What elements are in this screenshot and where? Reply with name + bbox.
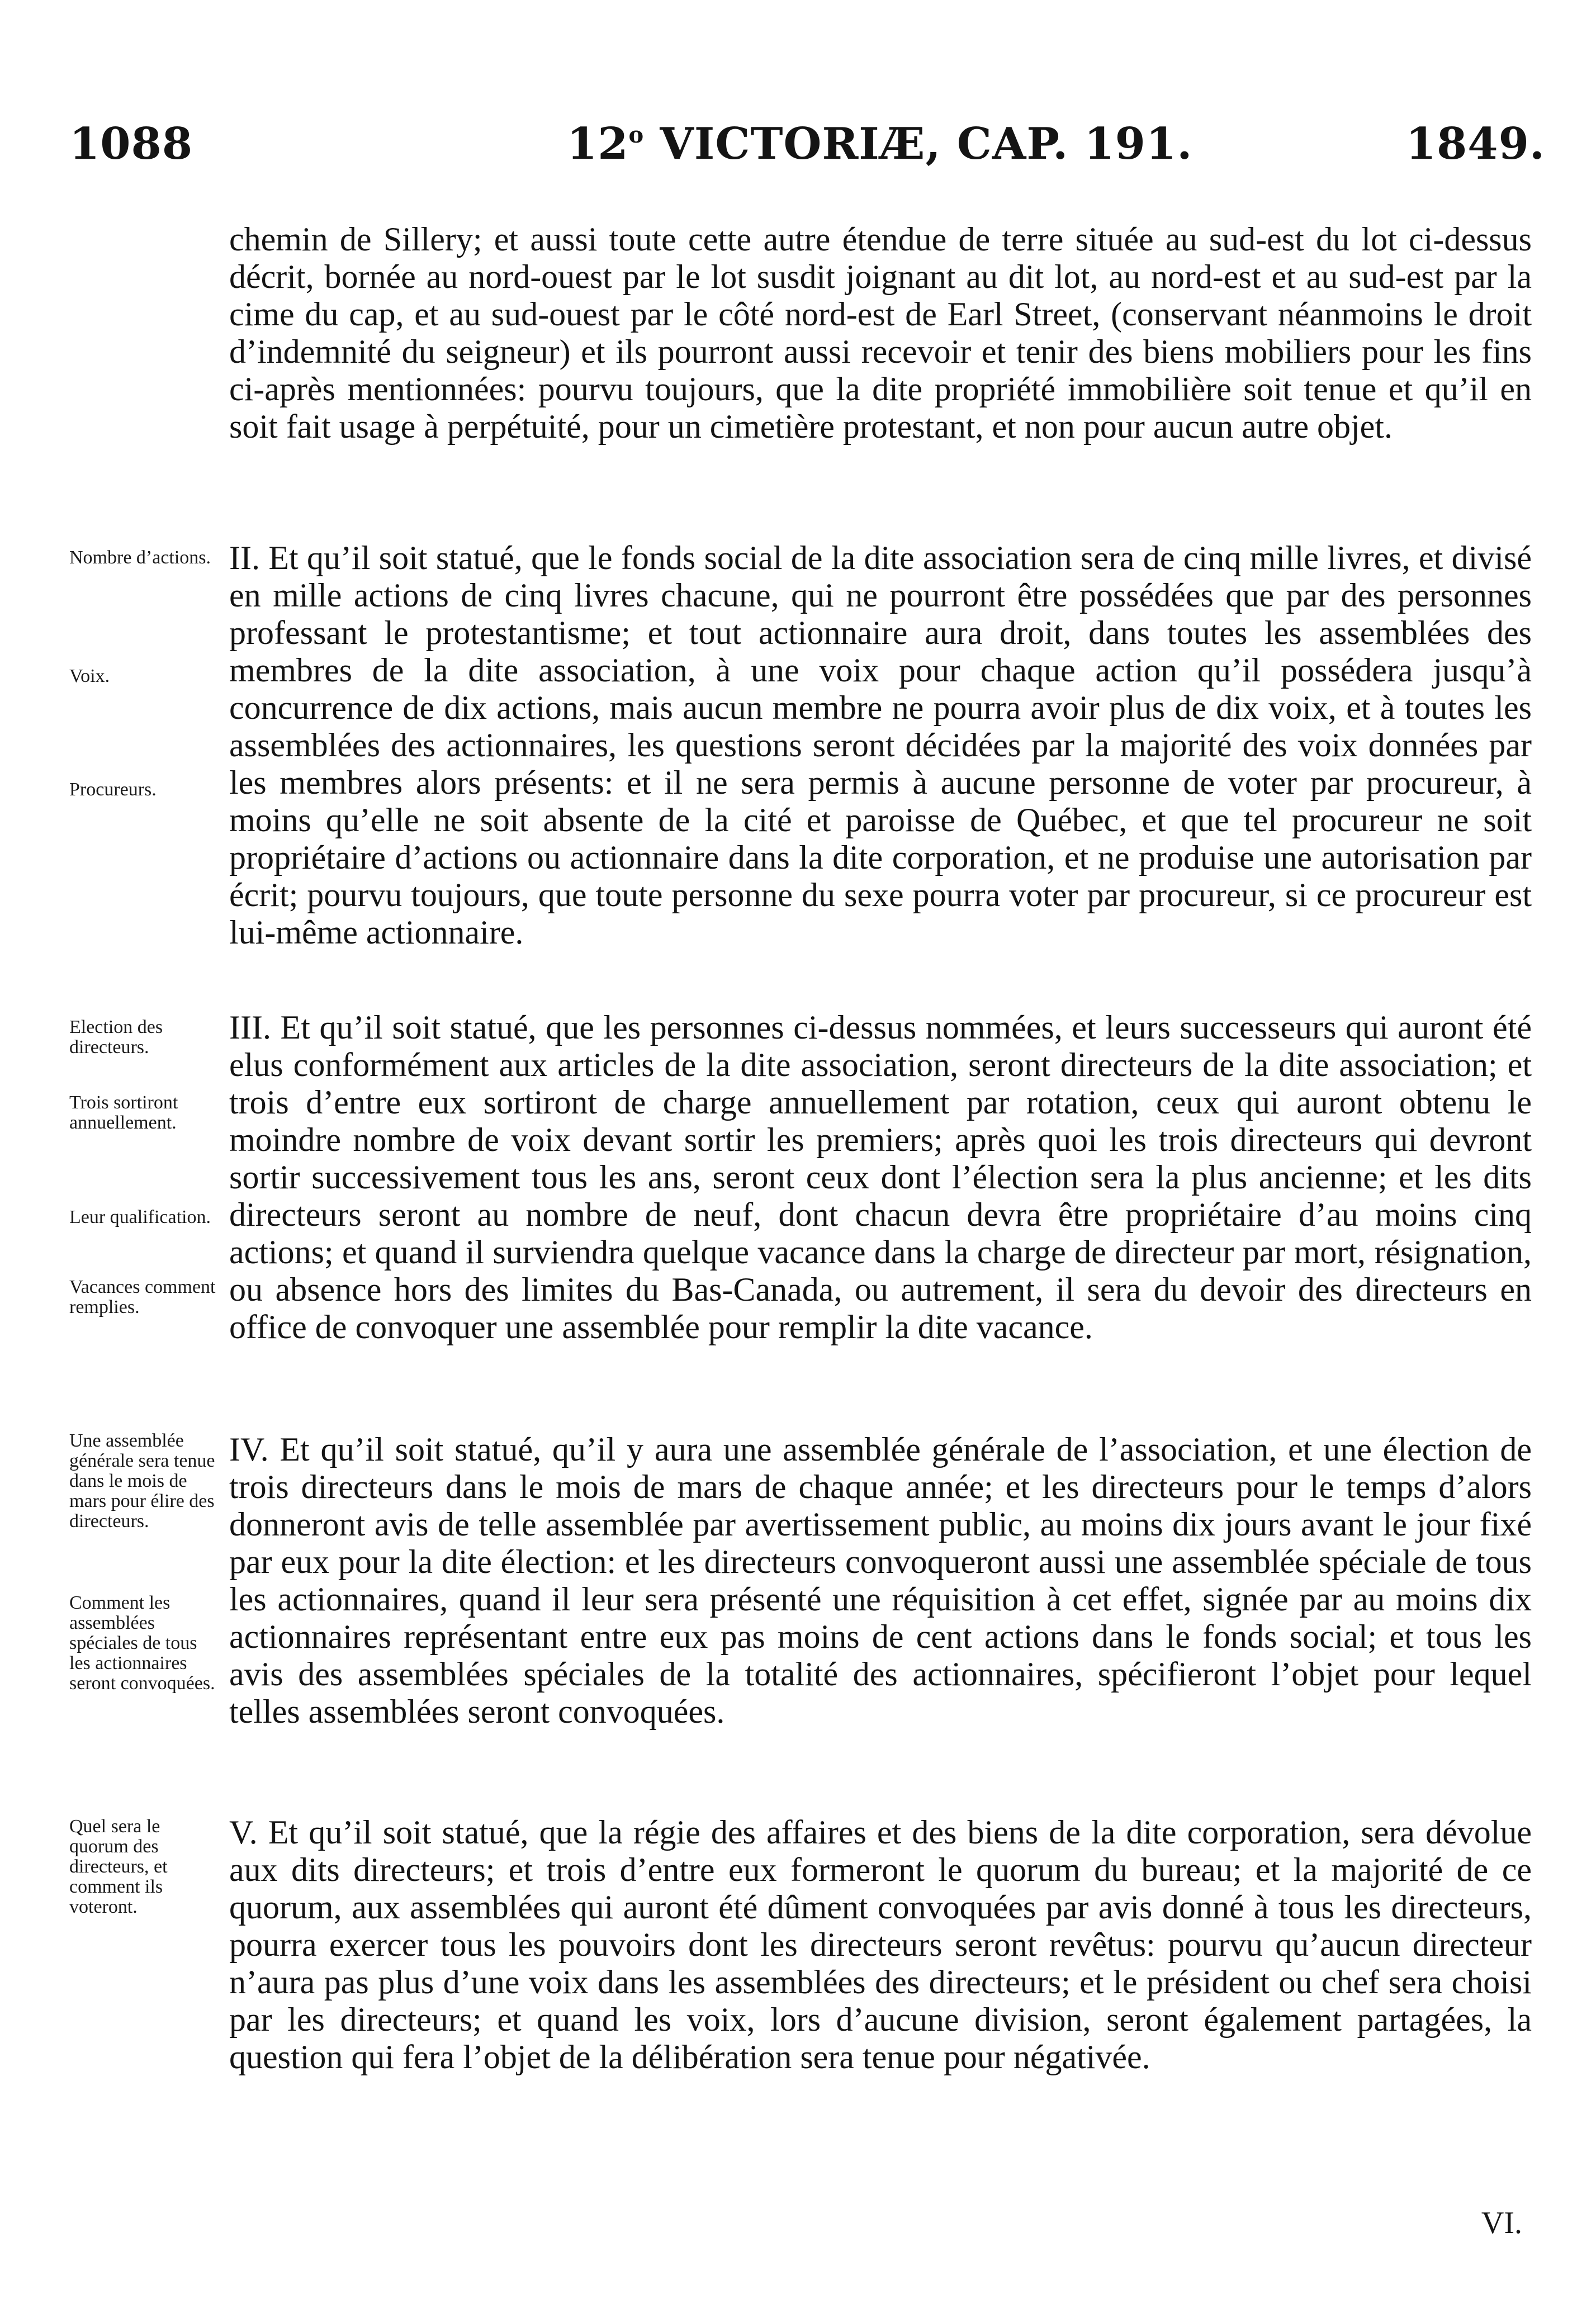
margin-note: Trois sortiront annuellement. [69,1092,178,1133]
running-header [69,118,1545,174]
section-text: Et qu’il soit statué, que le fonds social de la dite association sera de cinq mille livres, et divisé en mille actions de cinq livres chacune, qui ne pourront être possédées que par des personnes professant le protestantisme; et tout actionnaire aura droit, dans toutes les assemblées des membres de la dite association, à une voix pour chaque action qu’il possédera jusqu’à concurrence de dix actions, mais aucun membre ne pourra avoir plus de dix voix, et à toutes les assemblées des actionnaires, les questions seront décidées par la majorité des voix données par les membres alors présents: et il ne sera permis à aucune personne de voter par procureur, à moins qu’elle ne soit absente de la cité et paroisse de Québec, et que tel procureur ne soit propriétaire d’actions ou actionnaire dans la dite corporation, et ne produise une autorisation par écrit; pourvu toujours, que toute personne du sexe pourra voter par procureur, si ce procureur est lui-même actionnaire. [229,539,1532,951]
section-ii [229,539,1532,951]
section-ii-paragraph [229,539,1532,951]
margin-note: Leur qualification. [69,1207,211,1227]
section-v [229,1814,1532,2076]
section-number: II. [229,539,260,576]
margin-note: Une assemblée générale sera tenue dans le mois de mars pour élire des directeurs. [69,1430,215,1532]
section-iv-paragraph [229,1431,1532,1731]
margin-note: Procureurs. [69,779,157,800]
catchword: VI. [1481,2206,1522,2240]
margin-note: Voix. [69,666,110,686]
section-text: Et qu’il soit statué, que la régie des affaires et des biens de la dite corporation, sera dévolue aux dits directeurs; et trois d’entre eux formeront le quorum du bureau; et la majorité de ce quorum, aux assemblées qui auront été dûment convoquées par avis donné à tous les directeurs, pourra exercer tous les pouvoirs dont les directeurs seront revêtus: pourvu qu’aucun directeur n’aura pas plus d’une voix dans les assemblées des directeurs; et le président ou chef sera choisi par les directeurs; et quand les voix, lors d’aucune division, seront également partagées, la question qui fera l’objet de la délibération sera tenue pour négativée. [229,1814,1532,2075]
section-number: IV. [229,1431,269,1468]
section-v-paragraph [229,1814,1532,2076]
title-superscript: o [628,122,645,148]
continuation-text: chemin de Sillery; et aussi toute cette autre étendue de terre située au sud-est du lot ci-dessus décrit, bornée au nord-ouest par le lot susdit joignant au dit lot, au nord-est et au sud-est par la cime du cap, et au sud-ouest par le côté nord-est de Earl Street, (conservant néanmoins le droit d’indemnité du seigneur) et ils pourront aussi recevoir et tenir des biens mobiliers pour les fins ci-après mentionnées: pourvu toujours, que la dite propriété immobilière soit tenue et qu’il en soit fait usage à perpétuité, pour un cimetière protestant, et non pour aucun autre objet. [229,221,1532,445]
section-iv [229,1431,1532,1731]
margin-note: Vacances comment remplies. [69,1277,216,1317]
section-iii [229,1009,1532,1346]
section-number: V. [229,1814,258,1851]
margin-note: Election des directeurs. [69,1017,163,1058]
margin-note: Nombre d’actions. [69,547,211,568]
section-text: Et qu’il soit statué, que les personnes ci-dessus nommées, et leurs successeurs qui auront été elus conformément aux articles de la dite association, seront directeurs de la dite association; et trois d’entre eux sortiront de charge annuellement par rotation, ceux qui auront obtenu le moindre nombre de voix devant sortir les premiers; après quoi les trois directeurs qui devront sortir successivement tous les ans, seront ceux dont l’élection sera la plus ancienne; et les dits directeurs seront au nombre de neuf, dont chacun devra être propriétaire d’au moins cinq actions; et quand il surviendra quelque vacance dans la charge de directeur par mort, résignation, ou absence hors des limites du Bas-Canada, ou autrement, il sera du devoir des directeurs en office de convoquer une assemblée pour remplir la dite vacance. [229,1009,1532,1345]
page-number: 1088 [69,118,193,169]
title-chapter: VICTORIÆ, CAP. 191. [644,118,1193,169]
title-regnal-year: 12 [567,118,629,169]
header-year: 1849. [1405,118,1545,169]
margin-note: Quel sera le quorum des directeurs, et comment ils voteront. [69,1816,168,1917]
section-iii-paragraph [229,1009,1532,1346]
continuation-paragraph [229,221,1532,445]
margin-note: Comment les assemblées spéciales de tous les actionnaires seront convoquées. [69,1592,215,1694]
running-title [567,118,1192,169]
section-number: III. [229,1009,271,1046]
section-text: Et qu’il soit statué, qu’il y aura une assemblée générale de l’association, et une élection de trois directeurs dans le mois de mars de chaque année; et les directeurs pour le temps d’alors donneront avis de telle assemblée par avertissement public, au moins dix jours avant le jour fixé par eux pour la dite élection: et les directeurs convoqueront aussi une assemblée spéciale de tous les actionnaires, quand il leur sera présenté une réquisition à cet effet, signée par au moins dix actionnaires représentant entre eux pas moins de cent actions dans le fonds social; et tous les avis des assemblées spéciales de la totalité des actionnaires, spécifieront l’objet pour lequel telles assemblées seront convoquées. [229,1431,1532,1730]
